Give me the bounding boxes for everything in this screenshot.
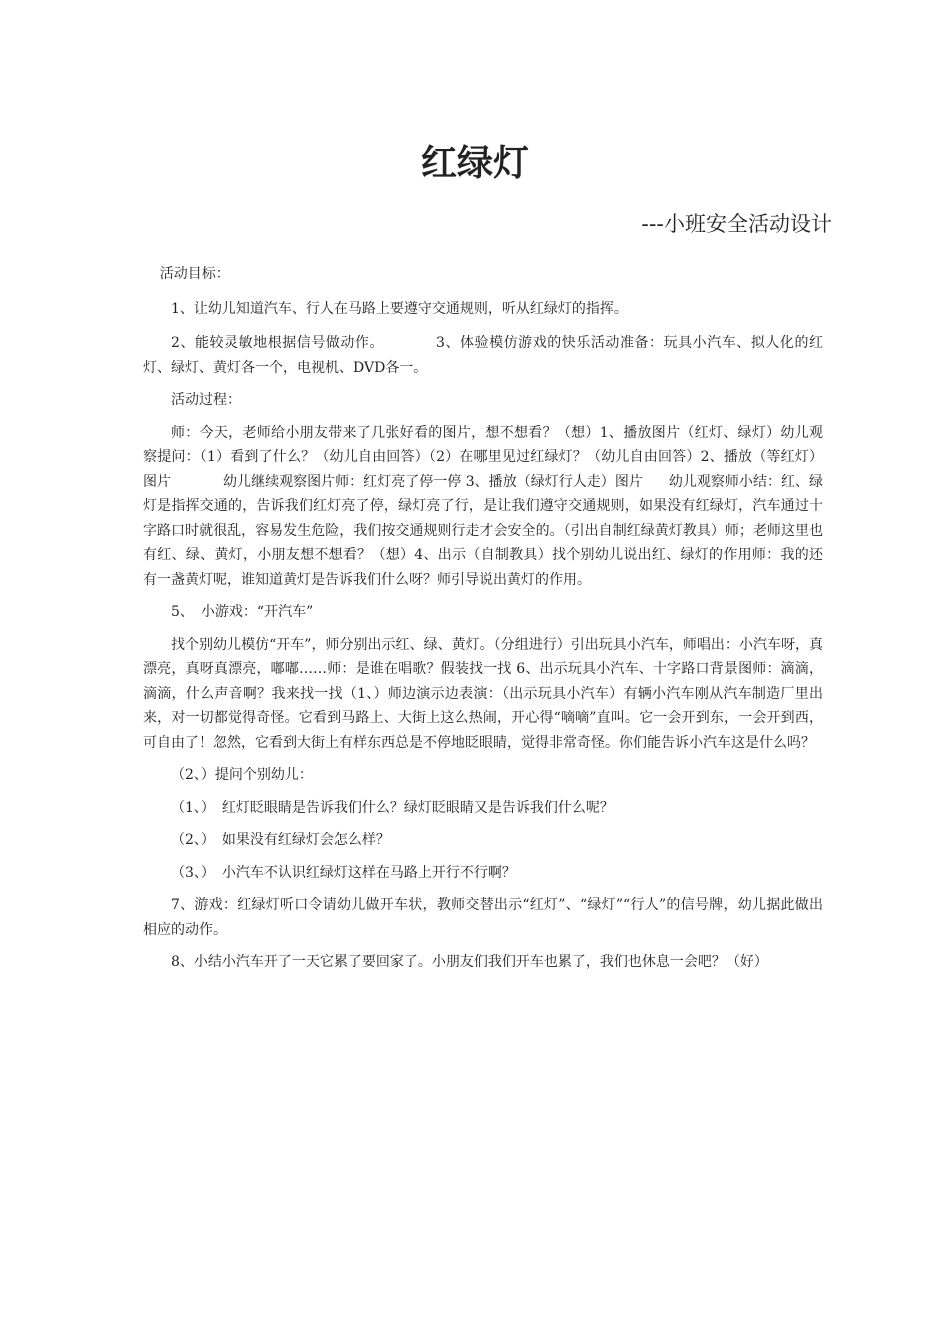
question-intro: （2、）提问个别幼儿： [171,767,313,783]
question-3: （3、） 小汽车不认识红绿灯这样在马路上开行不行啊？ [171,864,516,881]
goal-1: 1、让幼儿知道汽车、行人在马路上要遵守交通规则，听从红绿灯的指挥。 [171,300,628,317]
goals-heading: 活动目标： [159,266,230,282]
game-5-text: 找个别幼儿模仿“开车”，师分别出示红、绿、黄灯。（分组进行）引出玩具小汽车，师唱出：小汽车呀，真漂亮，真呀真漂亮，嘟嘟……师：是谁在唱歌？假装找一找 6、出示玩具小汽车、十字路口背景图师：滴滴，滴滴，什么声音啊？我来找一找（1、）师边演示边表演：（出示玩具小汽车）有辆小汽车刚从汽车制造厂里出来，对一切都觉得奇怪。它看到马路上、大街上这么热闹，开心得“嘀嘀”直叫。它一会开到东，一会开到西，可自由了！忽然，它看到大街上有样东西总是不停地眨眼睛，觉得非常奇怪。你们能告诉小汽车这是什么吗？ [143,636,823,751]
game-5-heading: 5、 小游戏：“开汽车” [171,604,314,620]
process-heading: 活动过程： [171,392,241,408]
document-title: 红绿灯 [420,143,529,184]
goal-2-3: 2、能较灵敏地根据信号做动作。 3、体验模仿游戏的快乐活动准备：玩具小汽车、拟人化的红灯、绿灯、黄灯各一个，电视机、DVD各一。 [143,335,823,376]
document-body [143,262,823,983]
process-paragraph: 师：今天，老师给小朋友带来了几张好看的图片，想不想看？（想）1、播放图片（红灯、绿灯）幼儿观察提问：（1）看到了什么？（幼儿自由回答）（2）在哪里见过红绿灯？（幼儿自由回答）2、播放（等红灯）图片 幼儿继续观察图片师：红灯亮了停一停 3、播放（绿灯行人走）图片 幼儿观察师小结：红、绿灯是指挥交通的，告诉我们红灯亮了停，绿灯亮了行，是让我们遵守交通规则，如果没有红绿灯，汽车通过十字路口时就很乱，容易发生危险，我们按交通规则行走才会安全的。（引出自制红绿黄灯教具）师；老师这里也有红、绿、黄灯，小朋友想不想看？（想）4、出示（自制教具）找个别幼儿说出红、绿灯的作用师：我的还有一盏黄灯呢，谁知道黄灯是告诉我们什么呀？师引导说出黄灯的作用。 [143,424,824,588]
summary-8: 8、小结小汽车开了一天它累了要回家了。小朋友们我们开车也累了，我们也休息一会吧？（好） [171,954,768,970]
question-2: （2、） 如果没有红绿灯会怎么样？ [171,832,390,848]
document-subtitle: ---小班安全活动设计 [641,212,832,236]
question-1: （1、） 红灯眨眼睛是告诉我们什么？绿灯眨眼睛又是告诉我们什么呢？ [171,799,614,816]
game-7: 7、游戏：红绿灯听口令请幼儿做开车状，教师交替出示“红灯”、“绿灯”“行人”的信号牌，幼儿据此做出相应的动作。 [143,897,823,938]
